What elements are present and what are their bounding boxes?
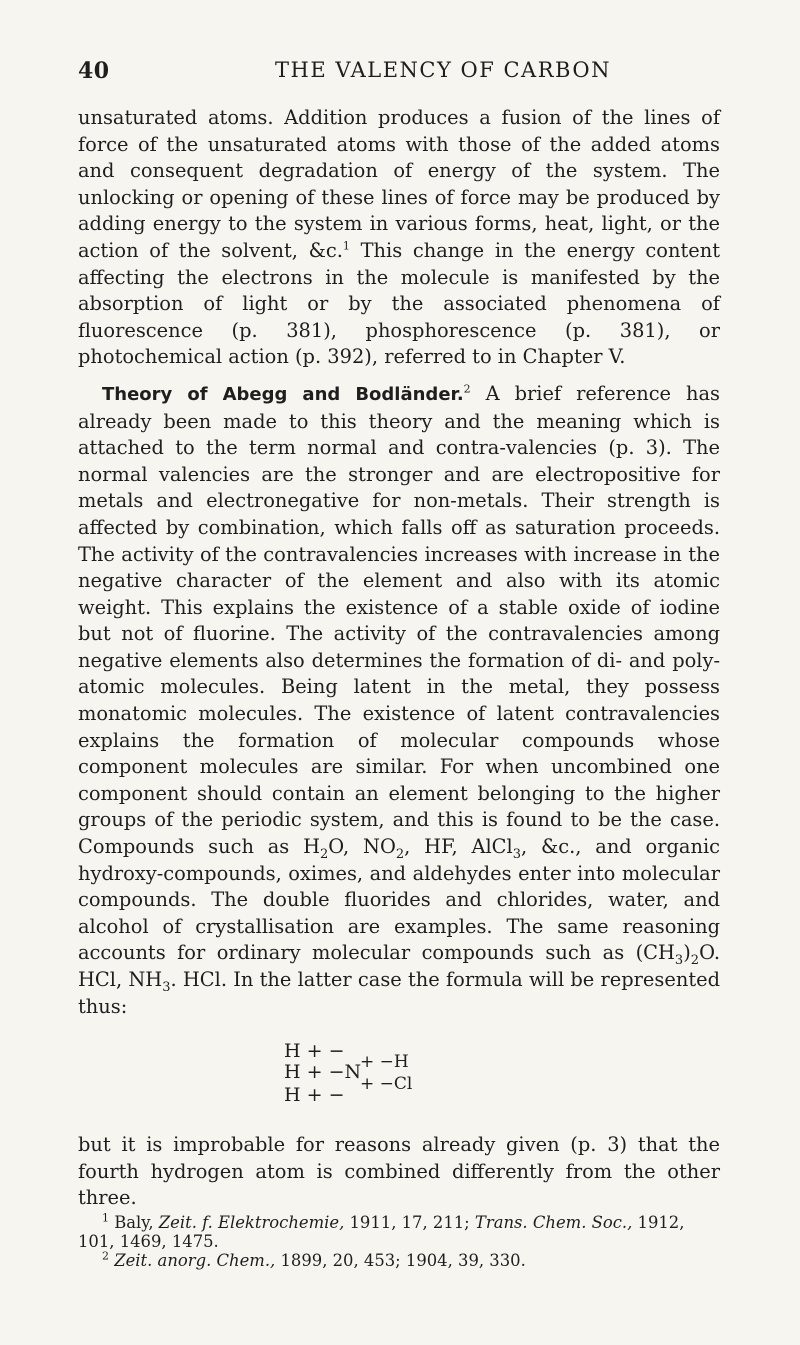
formula-row-2-left: H + −N	[284, 1061, 362, 1084]
footnote-1: $^1$ Baly, Zeit. f. Elektrochemie, 1911, 17, 211; Trans. Chem. Soc., 1912, 101, 1469, 1475.	[78, 1211, 685, 1251]
footnote-2: $^2$ Zeit. anorg. Chem., 1899, 20, 453; 1904, 39, 330.	[102, 1249, 526, 1270]
formula-row-2-right: + −H	[360, 1052, 409, 1073]
running-title: THE VALENCY OF CARBON	[275, 58, 611, 82]
page-number: 40	[78, 58, 110, 84]
footnote-ref-1: 1	[342, 239, 350, 253]
section-heading: Theory of Abegg and Bodländer.	[102, 383, 464, 405]
paragraph-2: Theory of Abegg and Bodländer.$^2$ A brief reference has already been made to this theory and the meaning which is attached to the term normal and contra-valencies (p. 3). The normal valencies are the stronger and are electropositive for metals and electronegative for non-metals. Their strength is affected by combination, which falls off as saturation proceeds. The activity of the contravalencies increases with increase in the negative character of the element and also with its atomic weight. This explains the existence of a stable oxide of iodine but not of fluorine. The activity of the contravalencies among negative elements also determines the formation of di- and poly-atomic molecules. Being latent in the metal, they possess monatomic molecules. The existence of latent contravalencies explains the formation of molecular compounds whose component molecules are similar. For when uncombined one component should contain an element belonging to the higher groups of the periodic system, and this is found to be the case. Compounds such as $H_2O$, $NO_2$, HF, AlCl$_3$, &c., and organic hydroxy-compounds, oximes, and aldehydes enter into molecular compounds. The double fluorides and chlorides, water, and alcohol of crystallisation are examples. The same reasoning accounts for ordinary molecular compounds such as $(CH_3)_2O$. HCl, $NH_3$. HCl. In the latter case the formula will be represented thus:	[78, 381, 721, 1018]
formula-row-1: H + −	[284, 1040, 345, 1063]
ammonium-chloride-formula	[284, 1038, 504, 1120]
page-header	[78, 58, 718, 92]
footnote-ref-2: 2	[463, 382, 471, 396]
body-text	[78, 105, 720, 1212]
formula-row-3-left: H + −	[284, 1084, 345, 1107]
formula-row-3-right: + −Cl	[360, 1074, 413, 1095]
paragraph-3: but it is improbable for reasons already given (p. 3) that the fourth hydrogen atom is combined differently from the other three.	[78, 1133, 720, 1210]
paragraph-1: unsaturated atoms. Addition produces a fusion of the lines of force of the unsaturated atoms with those of the added atoms and consequent degradation of energy of the system. The unlocking or opening of these lines of force may be produced by adding energy to the system in various forms, heat, light, or the action of the solvent, &c.$^1$ This change in the energy content affecting the electrons in the molecule is manifested by the absorption of light or by the associated phenomena of fluorescence (p. 381), phosphorescence (p. 381), or photochemical action (p. 392), referred to in Chapter V.	[78, 106, 720, 369]
footnotes	[78, 1213, 720, 1270]
